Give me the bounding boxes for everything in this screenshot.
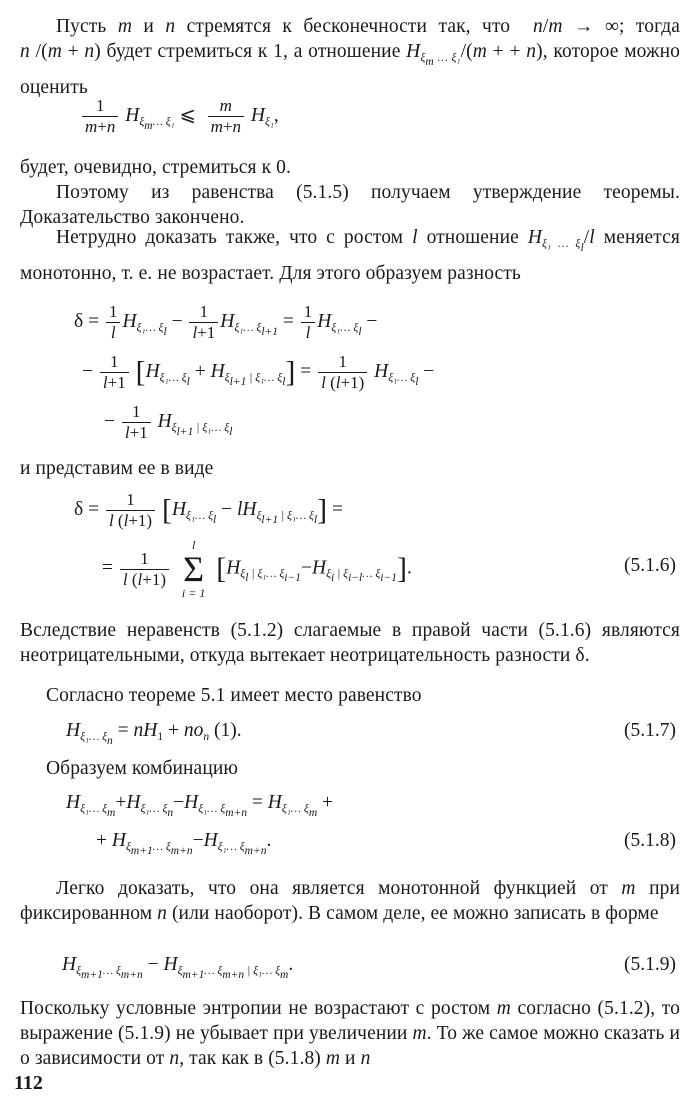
equation-number-5-1-9: (5.1.9) — [624, 954, 676, 975]
equation-delta-line-3: − $\frac{1}{l+1}$ $H_{\xi_{l+1} | \xi_1\dots \xi_l}$ — [104, 402, 233, 442]
summation-sign: l Σ i = 1 — [181, 538, 206, 600]
equation-delta-line-1: δ = $\frac{1}{l}$ $H_{\xi_1\dots \xi_l}$ − $\frac{1}{l+1}$ $H_{\xi_1\dots \xi_{l+1}}$ = $\frac{1}{l}$ $H_{\xi_1\dots \xi_l}$ − — [74, 302, 378, 342]
equation-estimate: $\frac{1}{m+n}$ $H_{\xi_m\dots \xi_1}$ ⩽ $\frac{m}{m+n}$ $H_{\xi_1}$, — [80, 96, 279, 137]
equation-number-5-1-6: (5.1.6) — [624, 555, 676, 576]
equation-5-1-8-line-2: + $H_{\xi_{m+1}\dots \xi_{m+n}}-H_{\xi_1\dots \xi_{m+n}}$. — [96, 830, 272, 857]
equation-number-5-1-8: (5.1.8) — [624, 830, 676, 851]
equation-5-1-7: $H_{\xi_1\dots \xi_n} = nH_1 + no_n$ (1). — [66, 720, 242, 747]
equation-5-1-6-line-1: δ = $\frac{1}{l (l+1)}$ $[H_{\xi_1\dots \xi_l} - lH_{\xi_{l+1} | \xi_1\dots \xi_l}]$ = — [74, 490, 344, 530]
equation-5-1-8-line-1: $H_{\xi_1\dots \xi_m}+H_{\xi_1\dots \xi_n}-H_{\xi_1\dots \xi_{m+n}} = H_{\xi_1\dots \xi_m}$ + — [66, 792, 334, 819]
paragraph-6: Вследствие неравенств (5.1.2) слагаемые в правой части (5.1.6) являются неотрицательными, откуда вытекает неотрицательность разности δ. — [20, 620, 680, 666]
paragraph-1: Пусть m и n стремятся к бесконечности так, что n/m → ∞; тогда n /(m + n) будет стремиться к 1, а отношение $H_{\xi_m \dots \xi_1}/(m$ + + n), которое можно оценить — [20, 16, 680, 98]
paragraph-3: Поэтому из равенства (5.1.5) получаем утверждение теоремы. Доказательство закончено. — [20, 182, 680, 228]
paragraph-2: будет, очевидно, стремиться к 0. — [20, 157, 291, 178]
equation-number-5-1-7: (5.1.7) — [624, 720, 676, 741]
paragraph-4: Нетрудно доказать также, что с ростом l отношение $H_{\xi_1 \dots \xi_l}/l$ меняется монотонно, т. е. не возрастает. Для этого образуем разность — [20, 227, 680, 284]
paragraph-9: Легко доказать, что она является монотонной функцией от m при фиксированном n (или наоборот). В самом деле, ее можно записать в форме — [20, 878, 680, 924]
equation-delta-line-2: − $\frac{1}{l+1}$ $[H_{\xi_1\dots \xi_l} + H_{\xi_{l+1} | \xi_1\dots \xi_l}]$ = $\frac{1}{l (l+1)}$ $H_{\xi_1\dots \xi_l}$ − — [82, 352, 435, 392]
paragraph-7: Согласно теореме 5.1 имеет место равенство — [46, 685, 422, 706]
paragraph-10: Поскольку условные энтропии не возрастают с ростом m согласно (5.1.2), то выражение (5.1.9) не убывает при увеличении m. То же самое можно сказать и о зависимости от n, так как в (5.1.8) m и n — [20, 998, 680, 1069]
equation-5-1-9: $H_{\xi_{m+1}\dots \xi_{m+n}} - H_{\xi_{m+1}\dots \xi_{m+n} | \xi_1\dots \xi_m}$. — [62, 954, 294, 981]
paragraph-8: Образуем комбинацию — [46, 758, 239, 779]
page-number: 112 — [14, 1072, 43, 1094]
equation-5-1-6-line-2: = $\frac{1}{l (l+1)}$ l Σ i = 1 $[H_{\xi_l | \xi_1\dots \xi_{i-1}}-H_{\xi_i | \xi_{i-l}\dots \xi_{i-1}}]$. — [102, 538, 412, 600]
paragraph-5: и представим ее в виде — [20, 458, 214, 479]
